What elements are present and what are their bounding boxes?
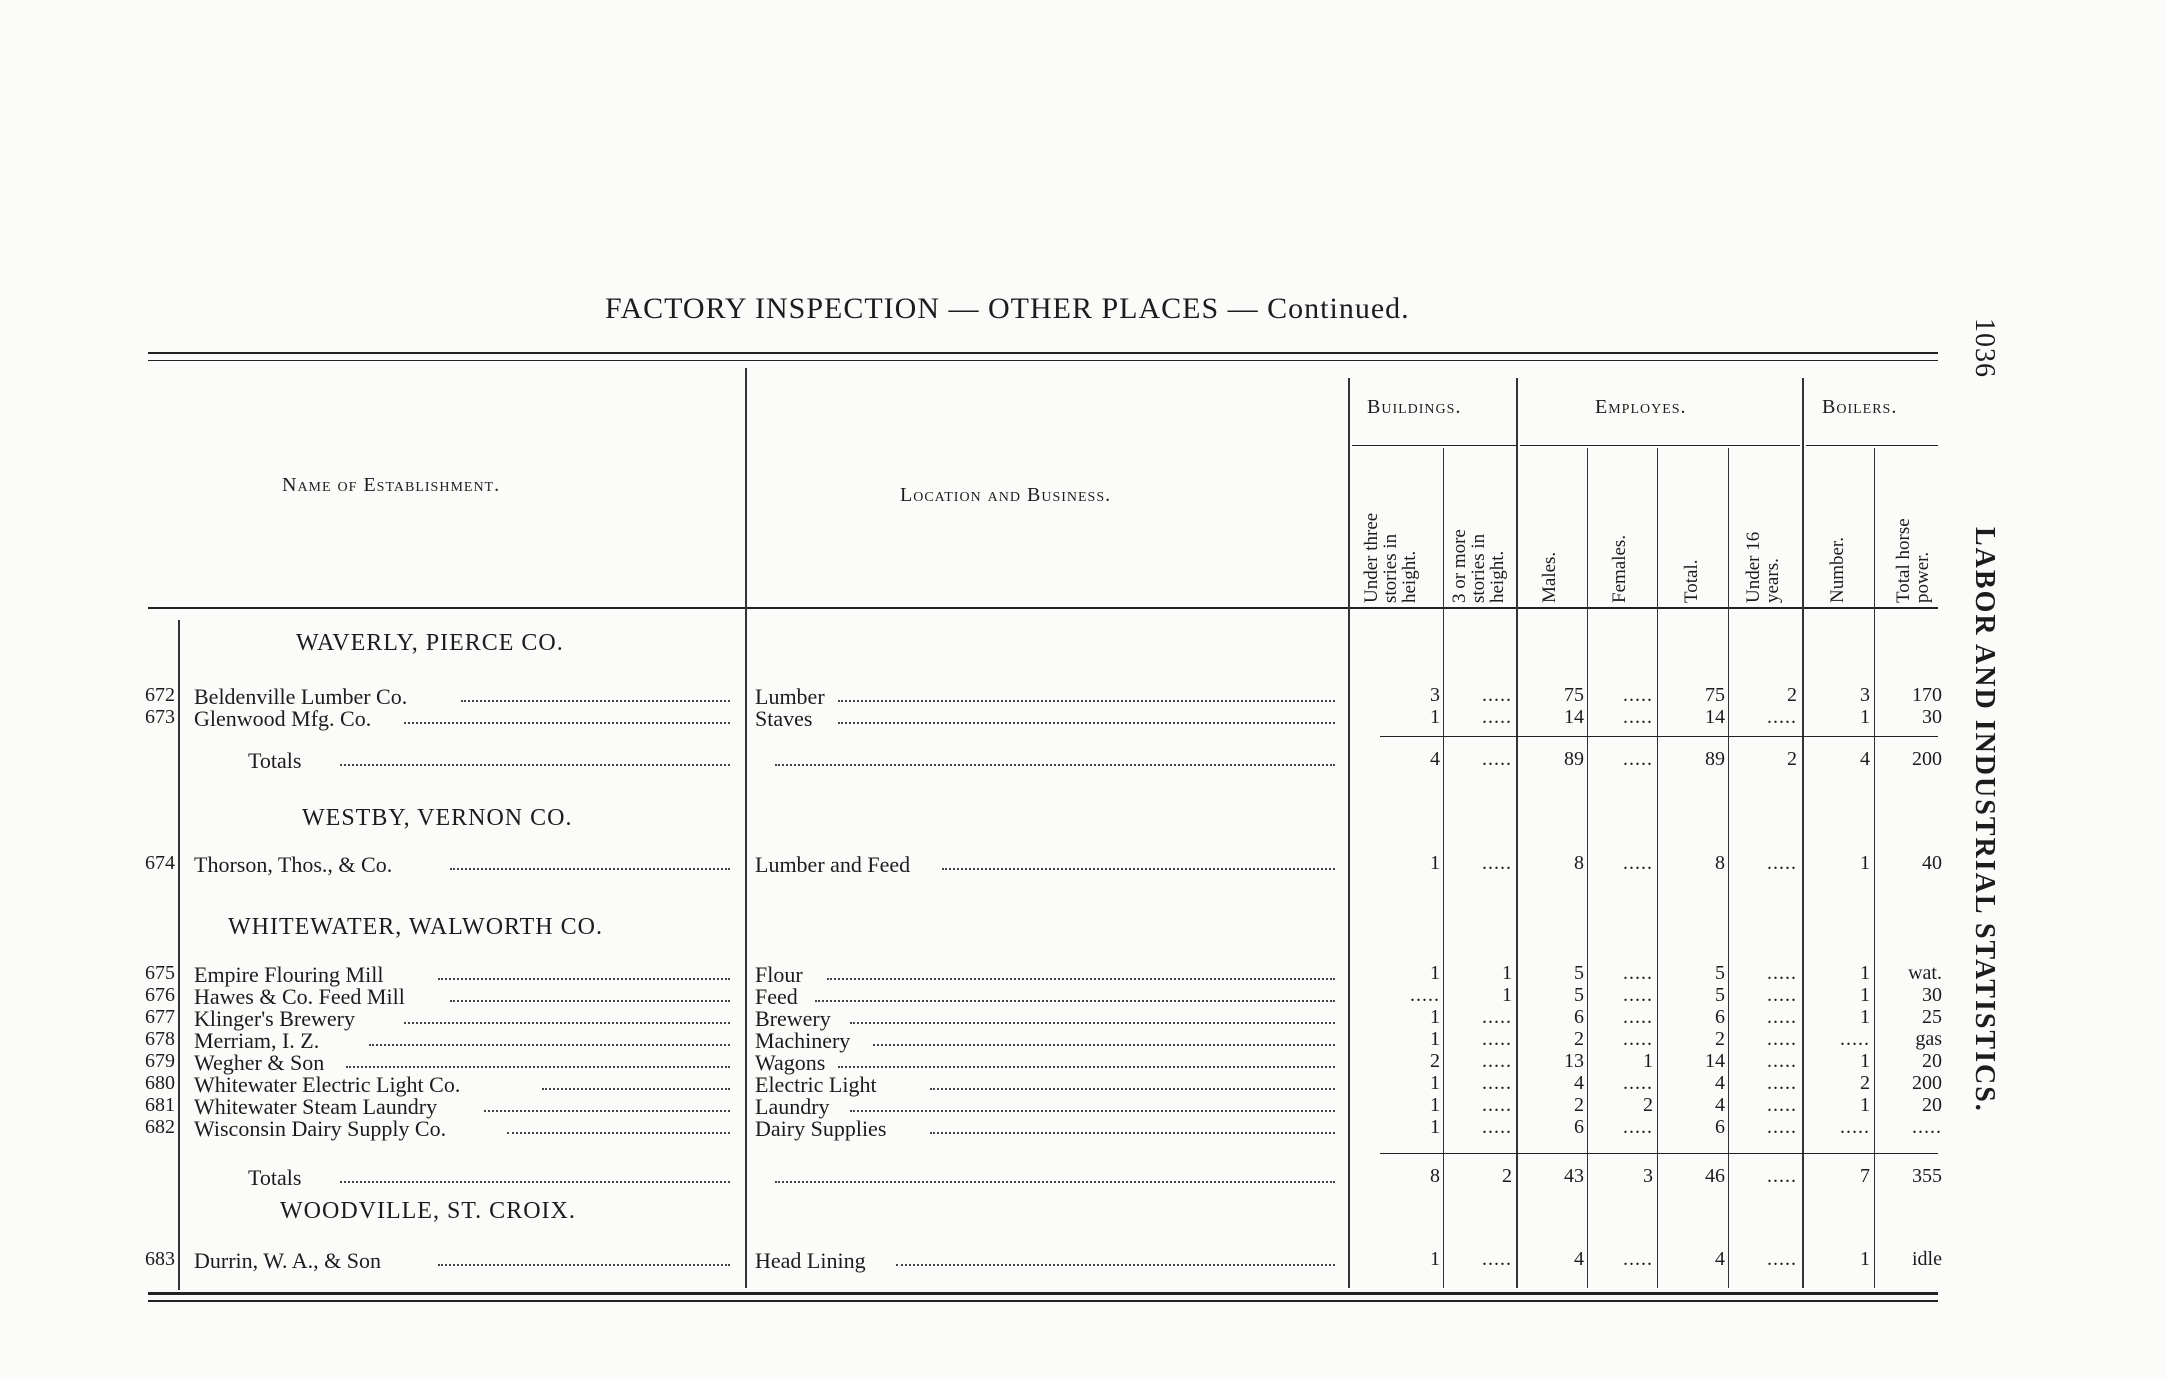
cell-total: 75 [1705, 684, 1725, 706]
establishment-name: Empire Flouring Mill [194, 962, 384, 987]
cell-total: 4 [1715, 1248, 1725, 1270]
cell-under3: 2 [1430, 1050, 1440, 1072]
cell-under16: ..... [1767, 706, 1797, 728]
cell-under3: 1 [1430, 706, 1440, 728]
cell-under3: 1 [1430, 1094, 1440, 1116]
col-males-header: Males. [1539, 551, 1560, 603]
establishment-name: Wisconsin Dairy Supply Co. [194, 1116, 447, 1141]
cell-under16: 2 [1787, 748, 1797, 770]
table-row [0, 1072, 2167, 1097]
leader-dots [896, 1250, 1336, 1266]
top-rule [148, 352, 1938, 354]
leader-dots [340, 1167, 730, 1183]
header-bottom-rule [148, 607, 1938, 609]
cell-three-more: ..... [1482, 1006, 1512, 1028]
cell-under16: ..... [1767, 962, 1797, 984]
col-line-location [1348, 378, 1350, 1288]
cell-under16: ..... [1767, 1006, 1797, 1028]
leader-dots [873, 1030, 1336, 1046]
cell-males: 14 [1564, 706, 1584, 728]
cell-total: 6 [1715, 1006, 1725, 1028]
col-three-more-line2: stories in [1468, 533, 1489, 603]
leader-dots [838, 686, 1335, 702]
business-label: Feed [755, 984, 798, 1009]
cell-under3: ..... [1410, 984, 1440, 1006]
cell-hp: 200 [1912, 1072, 1942, 1094]
leader-dots [942, 854, 1336, 870]
leader-dots [850, 1008, 1336, 1024]
business-label: Lumber [755, 684, 825, 709]
leader-dots [815, 986, 1335, 1002]
header-boilers: Boilers. [1822, 396, 1898, 418]
col-three-more-header [1450, 529, 1507, 603]
cell-hp: idle [1912, 1248, 1942, 1270]
row-number: 681 [145, 1094, 175, 1116]
cell-hp: 20 [1922, 1050, 1942, 1072]
cell-males: 6 [1574, 1006, 1584, 1028]
cell-females: ..... [1623, 1006, 1653, 1028]
business-label: Head Lining [755, 1248, 866, 1273]
col-under-three-line1: Under three [1361, 512, 1382, 603]
cell-total: 5 [1715, 984, 1725, 1006]
cell-hp: gas [1915, 1028, 1942, 1050]
business-label: Laundry [755, 1094, 830, 1119]
col-females-header: Females. [1609, 534, 1630, 603]
cell-under3: 1 [1430, 962, 1440, 984]
cell-boilers: 1 [1860, 706, 1870, 728]
bottom-rule-2 [148, 1300, 1938, 1302]
col-under-three-line2: stories in [1380, 533, 1401, 603]
cell-hp: 355 [1912, 1165, 1942, 1187]
cell-hp: 25 [1922, 1006, 1942, 1028]
cell-males: 2 [1574, 1028, 1584, 1050]
leader-dots [484, 1096, 730, 1112]
cell-three-more: ..... [1482, 1028, 1512, 1050]
cell-females: ..... [1623, 1028, 1653, 1050]
cell-three-more: 2 [1502, 1165, 1512, 1187]
cell-boilers: 1 [1860, 852, 1870, 874]
establishment-name: Hawes & Co. Feed Mill [194, 984, 405, 1009]
leader-dots [850, 1096, 1336, 1112]
cell-total: 89 [1705, 748, 1725, 770]
business-label: Flour [755, 962, 803, 987]
top-rule-2 [148, 360, 1938, 361]
cell-total: 46 [1705, 1165, 1725, 1187]
leader-dots [542, 1074, 731, 1090]
table-row [0, 1094, 2167, 1119]
cell-total: 8 [1715, 852, 1725, 874]
row-number: 672 [145, 684, 175, 706]
cell-males: 2 [1574, 1094, 1584, 1116]
leader-dots [438, 964, 730, 980]
col-number-header: Number. [1827, 537, 1848, 603]
row-number: 682 [145, 1116, 175, 1138]
leader-dots [930, 1074, 1335, 1090]
running-title: LABOR AND INDUSTRIAL STATISTICS. [1969, 527, 2000, 1113]
col-line-e4 [1802, 378, 1804, 1288]
leader-dots [930, 1118, 1335, 1134]
cell-boilers: ..... [1840, 1028, 1870, 1050]
cell-boilers: 1 [1860, 962, 1870, 984]
section-heading: WAVERLY, PIERCE CO. [296, 630, 564, 656]
cell-three-more: ..... [1482, 1094, 1512, 1116]
cell-under16: ..... [1767, 1165, 1797, 1187]
business-label: Wagons [755, 1050, 826, 1075]
cell-total: 14 [1705, 1050, 1725, 1072]
col-three-more-line3: height. [1487, 550, 1508, 603]
col-line-name [745, 368, 747, 1288]
leader-dots [775, 750, 1335, 766]
boilers-underline [1806, 445, 1938, 446]
cell-under16: 2 [1787, 684, 1797, 706]
row-number: 673 [145, 706, 175, 728]
cell-total: 6 [1715, 1116, 1725, 1138]
table-row [0, 1006, 2167, 1031]
cell-under16: ..... [1767, 984, 1797, 1006]
table-row [0, 706, 2167, 731]
cell-under16: ..... [1767, 852, 1797, 874]
cell-total: 5 [1715, 962, 1725, 984]
totals-rule [1380, 1153, 1938, 1154]
leader-dots [438, 1250, 730, 1266]
row-number: 675 [145, 962, 175, 984]
establishment-name: Durrin, W. A., & Son [194, 1248, 382, 1273]
table-row [0, 1050, 2167, 1075]
business-label: Lumber and Feed [755, 852, 911, 877]
cell-females: ..... [1623, 706, 1653, 728]
cell-under3: 4 [1430, 748, 1440, 770]
business-label: Electric Light [755, 1072, 877, 1097]
business-label: Machinery [755, 1028, 851, 1053]
cell-males: 43 [1564, 1165, 1584, 1187]
col-hp-header [1894, 518, 1932, 603]
establishment-name: Glenwood Mfg. Co. [194, 706, 372, 731]
page-title: FACTORY INSPECTION — OTHER PLACES — Continued. [605, 292, 1410, 325]
table-row [0, 852, 2167, 877]
cell-under3: 1 [1430, 1072, 1440, 1094]
cell-females: ..... [1623, 684, 1653, 706]
cell-boilers: 7 [1860, 1165, 1870, 1187]
cell-three-more: 1 [1502, 962, 1512, 984]
header-employes: Employes. [1595, 396, 1687, 418]
leader-dots [827, 964, 1336, 980]
cell-three-more: ..... [1482, 1050, 1512, 1072]
cell-hp: 30 [1922, 984, 1942, 1006]
cell-females: ..... [1623, 1248, 1653, 1270]
cell-females: ..... [1623, 1116, 1653, 1138]
cell-total: 2 [1715, 1028, 1725, 1050]
bottom-rule [148, 1292, 1938, 1295]
col-under16-header [1744, 532, 1782, 603]
establishment-name: Thorson, Thos., & Co. [194, 852, 393, 877]
cell-under16: ..... [1767, 1072, 1797, 1094]
header-name: Name of Establishment. [282, 474, 501, 496]
cell-three-more: ..... [1482, 1248, 1512, 1270]
cell-under3: 1 [1430, 852, 1440, 874]
cell-boilers: 4 [1860, 748, 1870, 770]
leader-dots [340, 750, 730, 766]
cell-boilers: 1 [1860, 984, 1870, 1006]
business-label: Dairy Supplies [755, 1116, 887, 1141]
cell-males: 4 [1574, 1248, 1584, 1270]
leader-dots [404, 708, 731, 724]
cell-three-more: ..... [1482, 1116, 1512, 1138]
totals-label: Totals [248, 748, 302, 773]
cell-hp: wat. [1908, 962, 1942, 984]
totals-row [0, 748, 2167, 773]
section-heading: WOODVILLE, ST. CROIX. [280, 1198, 576, 1224]
row-number: 677 [145, 1006, 175, 1028]
cell-total: 14 [1705, 706, 1725, 728]
buildings-underline [1352, 445, 1517, 446]
business-label: Brewery [755, 1006, 831, 1031]
cell-under3: 1 [1430, 1248, 1440, 1270]
col-under-three-header [1362, 513, 1419, 603]
cell-total: 4 [1715, 1094, 1725, 1116]
establishment-name: Wegher & Son [194, 1050, 325, 1075]
employes-underline [1520, 445, 1800, 446]
row-number: 676 [145, 984, 175, 1006]
row-number: 680 [145, 1072, 175, 1094]
cell-females: 3 [1643, 1165, 1653, 1187]
cell-hp: 170 [1912, 684, 1942, 706]
cell-under16: ..... [1767, 1094, 1797, 1116]
col-under16-line2: years. [1762, 558, 1783, 603]
cell-boilers: 1 [1860, 1050, 1870, 1072]
row-number: 674 [145, 852, 175, 874]
cell-under16: ..... [1767, 1028, 1797, 1050]
cell-hp: 30 [1922, 706, 1942, 728]
col-under-three-line3: height. [1399, 550, 1420, 603]
cell-three-more: ..... [1482, 706, 1512, 728]
cell-under3: 1 [1430, 1028, 1440, 1050]
cell-females: 1 [1643, 1050, 1653, 1072]
cell-males: 13 [1564, 1050, 1584, 1072]
page-number: 1036 [1969, 318, 2000, 378]
table-row [0, 962, 2167, 987]
row-number: 678 [145, 1028, 175, 1050]
table-row [0, 684, 2167, 709]
cell-males: 5 [1574, 984, 1584, 1006]
cell-three-more: ..... [1482, 852, 1512, 874]
cell-hp: 40 [1922, 852, 1942, 874]
cell-males: 89 [1564, 748, 1584, 770]
cell-total: 4 [1715, 1072, 1725, 1094]
cell-hp: 20 [1922, 1094, 1942, 1116]
row-number: 679 [145, 1050, 175, 1072]
row-number: 683 [145, 1248, 175, 1270]
header-buildings: Buildings. [1367, 396, 1462, 418]
totals-row [0, 1165, 2167, 1190]
cell-three-more: 1 [1502, 984, 1512, 1006]
cell-under16: ..... [1767, 1248, 1797, 1270]
cell-under16: ..... [1767, 1050, 1797, 1072]
cell-under3: 1 [1430, 1006, 1440, 1028]
table-row [0, 1248, 2167, 1273]
cell-females: ..... [1623, 1072, 1653, 1094]
leader-dots [507, 1118, 730, 1134]
cell-females: ..... [1623, 962, 1653, 984]
cell-under16: ..... [1767, 1116, 1797, 1138]
table-row [0, 984, 2167, 1009]
leader-dots [404, 1008, 731, 1024]
totals-label: Totals [248, 1165, 302, 1190]
cell-hp: 200 [1912, 748, 1942, 770]
leader-dots [346, 1052, 730, 1068]
establishment-name: Klinger's Brewery [194, 1006, 355, 1031]
leader-dots [775, 1167, 1335, 1183]
cell-males: 6 [1574, 1116, 1584, 1138]
establishment-name: Merriam, I. Z. [194, 1028, 320, 1053]
col-line-b2 [1516, 378, 1518, 1288]
cell-boilers: 1 [1860, 1006, 1870, 1028]
cell-under3: 8 [1430, 1165, 1440, 1187]
col-total-header: Total. [1681, 559, 1702, 603]
cell-boilers: 1 [1860, 1094, 1870, 1116]
cell-females: 2 [1643, 1094, 1653, 1116]
header-location: Location and Business. [900, 484, 1112, 506]
cell-three-more: ..... [1482, 748, 1512, 770]
leader-dots [450, 986, 731, 1002]
establishment-name: Whitewater Electric Light Co. [194, 1072, 461, 1097]
establishment-name: Whitewater Steam Laundry [194, 1094, 438, 1119]
section-heading: WHITEWATER, WALWORTH CO. [228, 914, 603, 940]
cell-boilers: 2 [1860, 1072, 1870, 1094]
cell-females: ..... [1623, 984, 1653, 1006]
cell-hp: ..... [1912, 1116, 1942, 1138]
cell-males: 4 [1574, 1072, 1584, 1094]
leader-dots [838, 708, 1335, 724]
cell-boilers: 1 [1860, 1248, 1870, 1270]
cell-three-more: ..... [1482, 1072, 1512, 1094]
table-row [0, 1116, 2167, 1141]
cell-females: ..... [1623, 748, 1653, 770]
leader-dots [461, 686, 730, 702]
establishment-name: Beldenville Lumber Co. [194, 684, 408, 709]
cell-three-more: ..... [1482, 684, 1512, 706]
cell-under3: 1 [1430, 1116, 1440, 1138]
cell-boilers: 3 [1860, 684, 1870, 706]
section-heading: WESTBY, VERNON CO. [302, 805, 573, 831]
col-under16-line1: Under 16 [1743, 531, 1764, 603]
business-label: Staves [755, 706, 813, 731]
table-row [0, 1028, 2167, 1053]
col-three-more-line1: 3 or more [1449, 529, 1470, 603]
leader-dots [838, 1052, 1335, 1068]
cell-boilers: ..... [1840, 1116, 1870, 1138]
leader-dots [369, 1030, 730, 1046]
cell-males: 5 [1574, 962, 1584, 984]
totals-rule [1380, 736, 1938, 737]
cell-males: 8 [1574, 852, 1584, 874]
cell-under3: 3 [1430, 684, 1440, 706]
col-hp-line2: power. [1912, 551, 1933, 603]
cell-males: 75 [1564, 684, 1584, 706]
leader-dots [450, 854, 731, 870]
col-hp-line1: Total horse [1893, 518, 1914, 603]
cell-females: ..... [1623, 852, 1653, 874]
